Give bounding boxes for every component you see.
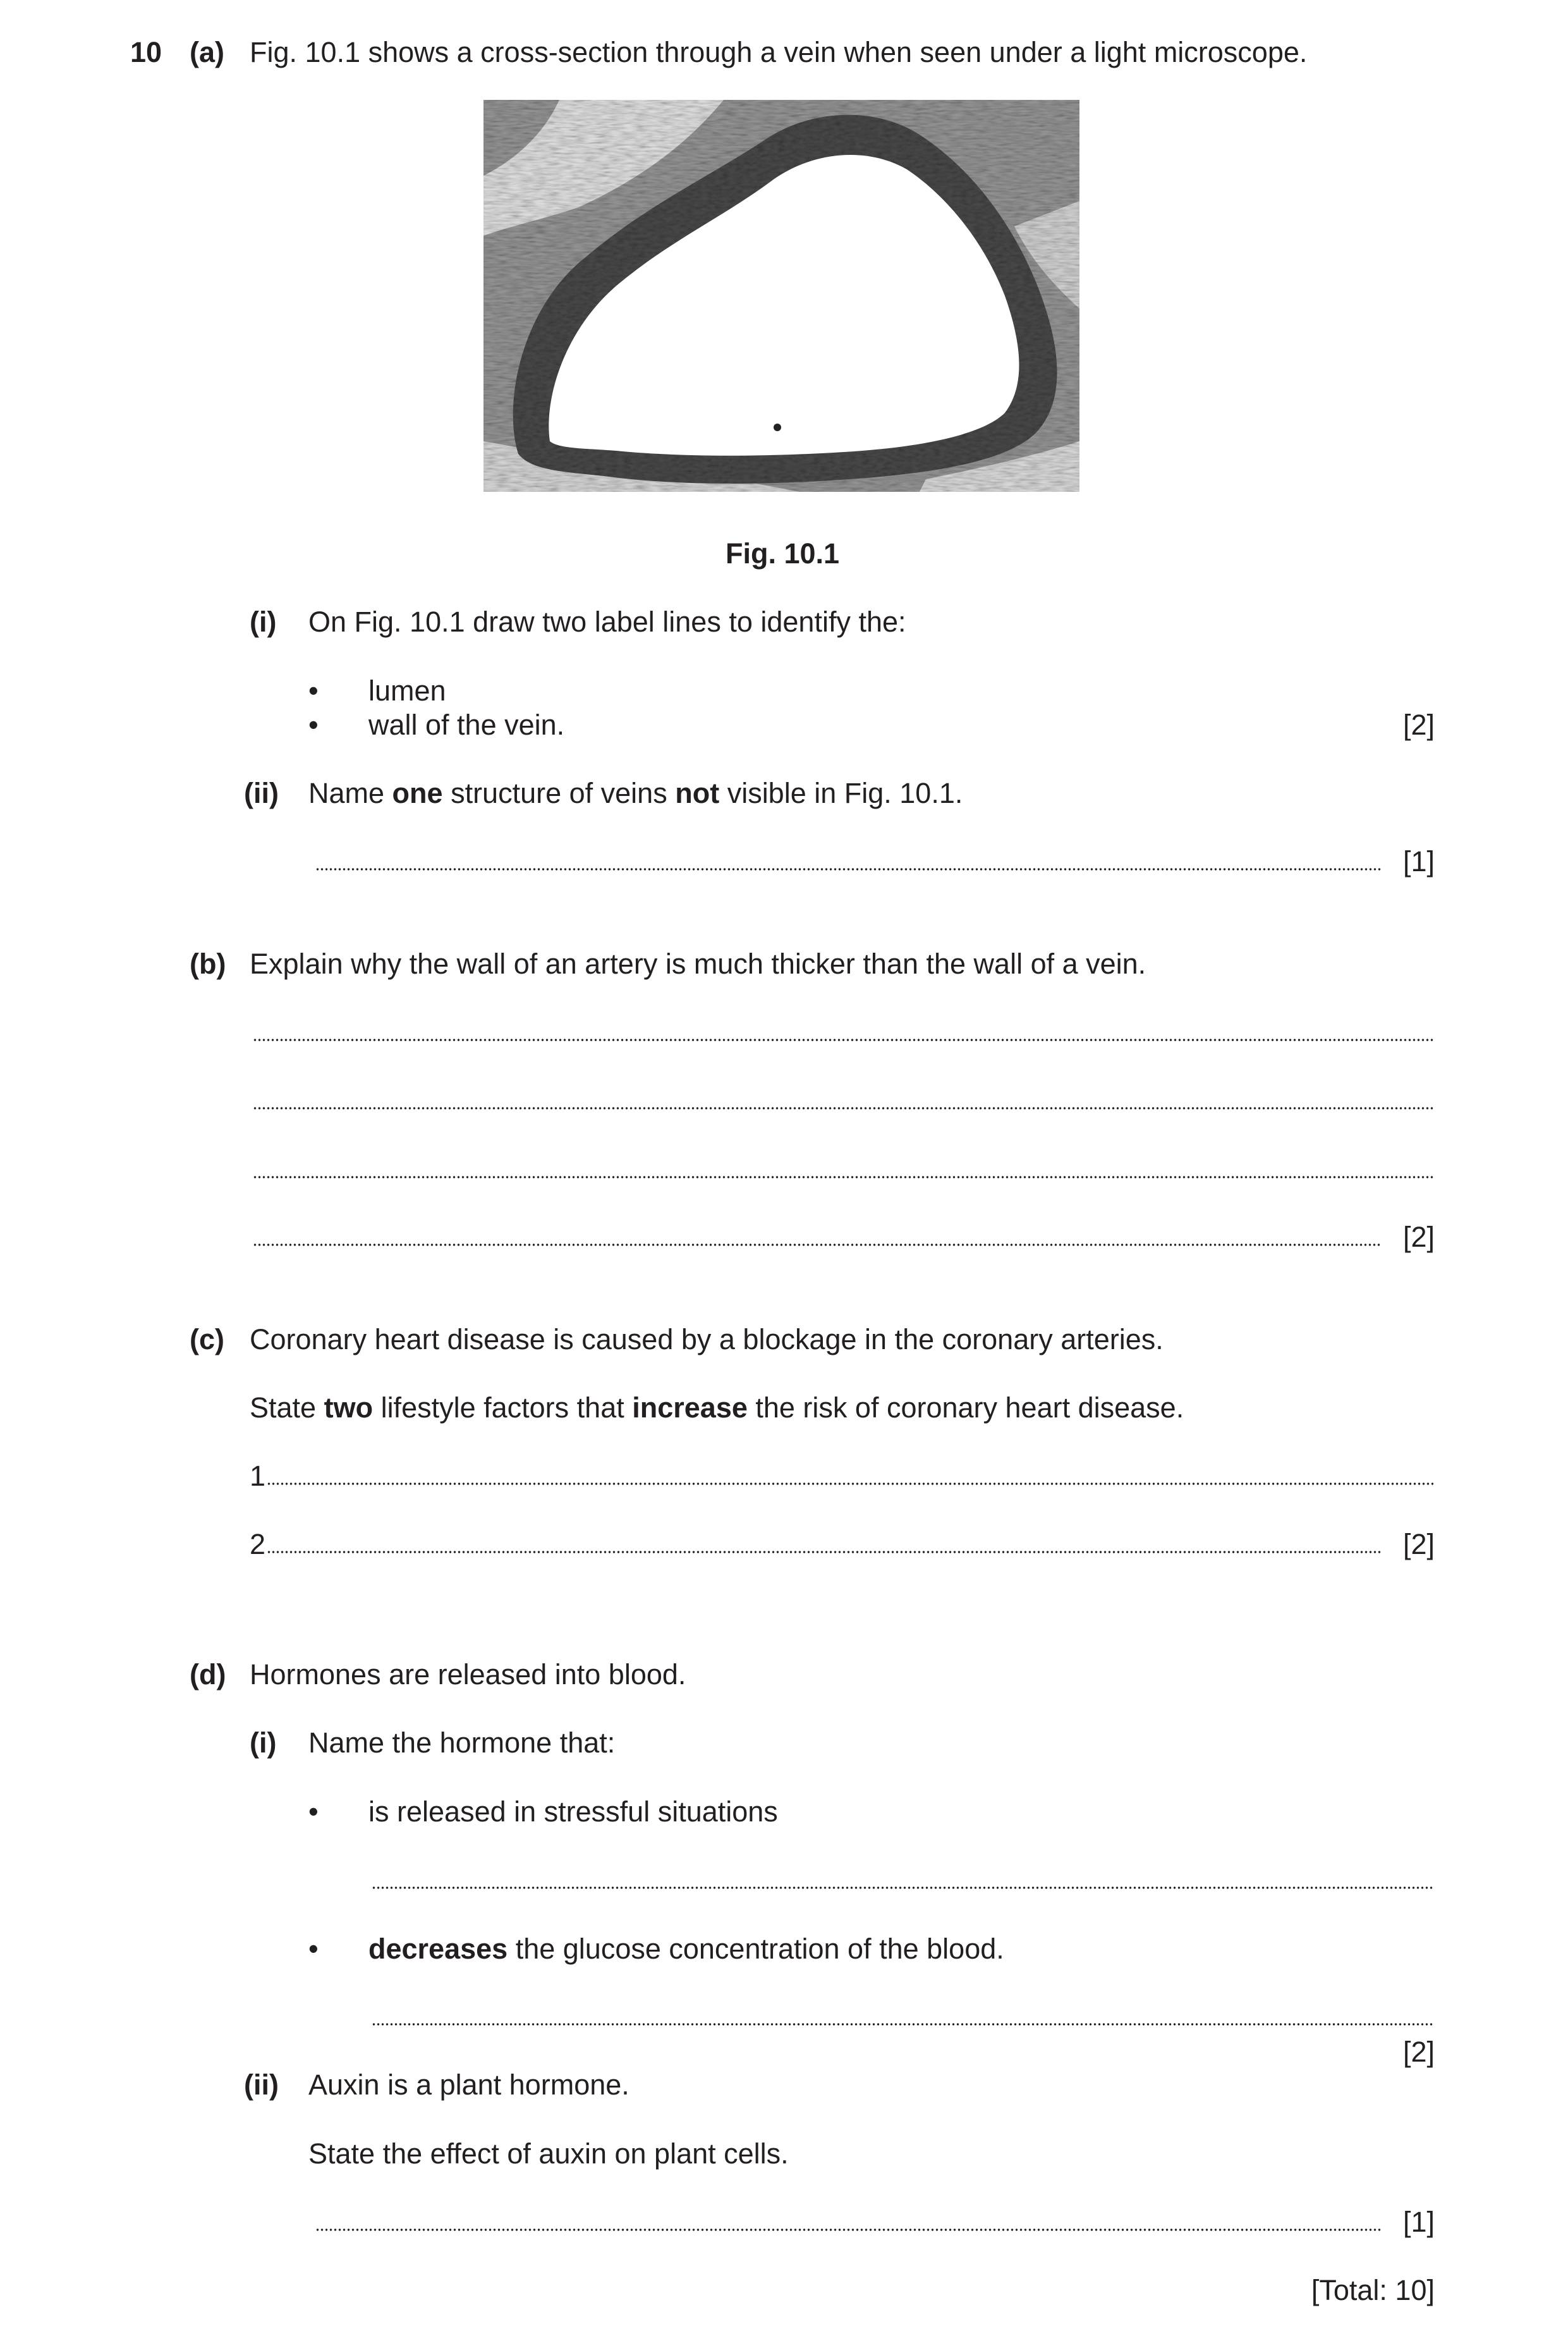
answer-line-b-4[interactable] xyxy=(253,1244,1382,1246)
part-c-label: (c) xyxy=(190,1323,224,1355)
figure-caption: Fig. 10.1 xyxy=(726,537,840,570)
answer-line-b-2[interactable] xyxy=(253,1107,1433,1110)
answer-line-d-i-1[interactable] xyxy=(372,1886,1433,1889)
part-d-i-label: (i) xyxy=(250,1727,277,1759)
question-number: 10 xyxy=(130,36,162,68)
part-d-i-text: Name the hormone that: xyxy=(308,1727,616,1759)
answer-line-c-1[interactable] xyxy=(267,1483,1433,1485)
part-d-ii-label: (ii) xyxy=(244,2069,279,2101)
bullet-icon: • xyxy=(308,709,319,741)
part-b-text: Explain why the wall of an artery is much thicker than the wall of a vein. xyxy=(250,948,1146,980)
answer-line-d-i-2[interactable] xyxy=(372,2023,1433,2026)
part-d-text: Hormones are released into blood. xyxy=(250,1658,686,1691)
answer-line-a-ii[interactable] xyxy=(315,868,1381,871)
answer-line-b-1[interactable] xyxy=(253,1039,1433,1041)
bullet-icon: • xyxy=(308,1795,319,1828)
part-a-label: (a) xyxy=(190,36,224,68)
answer-line-d-ii[interactable] xyxy=(315,2229,1381,2231)
part-a-stem: Fig. 10.1 shows a cross-section through a vein when seen under a light microscope. xyxy=(250,36,1308,68)
part-a-ii-label: (ii) xyxy=(244,777,279,809)
bullet-wall: wall of the vein. xyxy=(368,709,565,741)
bullet-icon: • xyxy=(308,675,319,707)
marks-b: [2] xyxy=(1402,1221,1435,1253)
total-marks: [Total: 10] xyxy=(1311,2274,1435,2306)
part-b-label: (b) xyxy=(190,948,226,980)
answer-line-c-2[interactable] xyxy=(267,1551,1382,1553)
vein-micrograph-image xyxy=(483,100,1079,492)
bullet-glucose: decreases the glucose concentration of the blood. xyxy=(368,1933,1004,1965)
answer-number-2: 2 xyxy=(250,1528,266,1560)
marks-c: [2] xyxy=(1402,1528,1435,1560)
part-d-ii-prompt: State the effect of auxin on plant cells. xyxy=(308,2137,789,2170)
marks-d-ii: [1] xyxy=(1402,2206,1435,2238)
bullet-icon: • xyxy=(308,1933,319,1965)
bullet-lumen: lumen xyxy=(368,675,446,707)
answer-number-1: 1 xyxy=(250,1460,266,1492)
marks-d-i: [2] xyxy=(1402,2036,1435,2068)
marks-a-i: [2] xyxy=(1402,709,1435,741)
part-c-text: Coronary heart disease is caused by a blockage in the coronary arteries. xyxy=(250,1323,1164,1355)
bullet-stress: is released in stressful situations xyxy=(368,1795,778,1828)
part-a-i-text: On Fig. 10.1 draw two label lines to identify the: xyxy=(308,606,906,638)
part-d-ii-text: Auxin is a plant hormone. xyxy=(308,2069,629,2101)
marks-a-ii: [1] xyxy=(1402,845,1435,877)
part-a-ii-text: Name one structure of veins not visible in Fig. 10.1. xyxy=(308,777,963,809)
part-d-label: (d) xyxy=(190,1658,226,1691)
part-a-i-label: (i) xyxy=(250,606,277,638)
answer-line-b-3[interactable] xyxy=(253,1176,1433,1178)
part-c-prompt: State two lifestyle factors that increase the risk of coronary heart disease. xyxy=(250,1391,1184,1424)
